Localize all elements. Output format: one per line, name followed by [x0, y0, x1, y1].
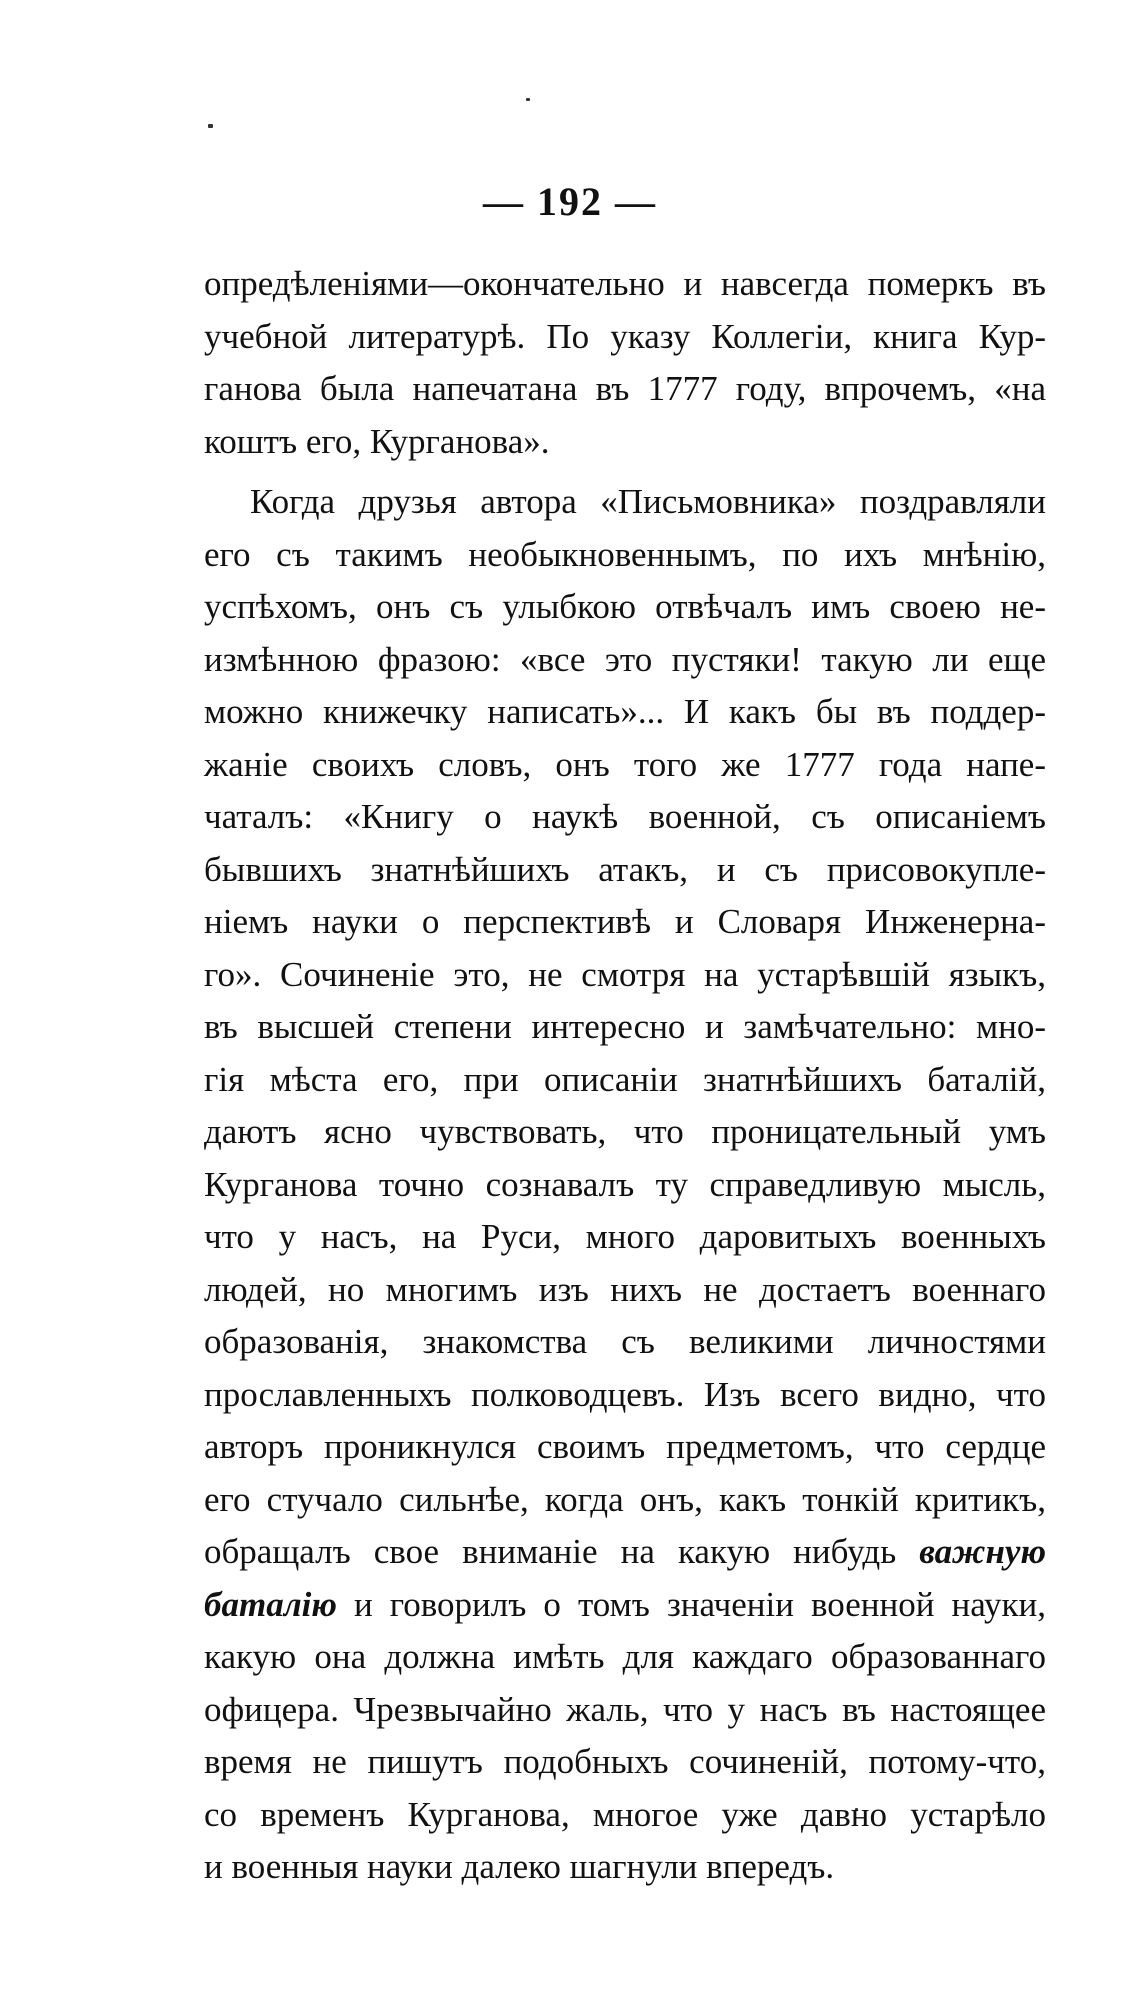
text-line-with-emphasis	[204, 1579, 1046, 1632]
text-line-with-emphasis	[204, 1526, 1046, 1579]
body-text	[204, 258, 1046, 1894]
text-line: какую она должна имѣть для каждаго образованнаго	[204, 1637, 1046, 1676]
text-line: чаталъ: «Книгу о наукѣ военной, съ описаніемъ	[204, 797, 1046, 836]
text-line: бывшихъ знатнѣйшихъ атакъ, и съ присовокупле-	[204, 849, 1046, 889]
text-line: опредѣленіями—окончательно и навсегда померкъ въ	[204, 264, 1046, 303]
print-speck	[526, 98, 530, 101]
text-line: авторъ проникнулся своимъ предметомъ, что сердце	[204, 1427, 1046, 1466]
emphasized-word: баталію	[204, 1584, 337, 1624]
text-line: ніемъ науки о перспективѣ и Словаря Инженерна-	[204, 902, 1046, 941]
text-line: время не пишутъ подобныхъ сочиненій, потому-что,	[204, 1742, 1046, 1781]
text-line: измѣнною фразою: «все это пустяки! такую ли еще	[204, 639, 1046, 679]
text-line: прославленныхъ полководцевъ. Изъ всего видно, что	[204, 1374, 1046, 1414]
text-line: что у насъ, на Руси, много даровитыхъ военныхъ	[204, 1217, 1046, 1256]
text-line: людей, но многимъ изъ нихъ не достаетъ военнаго	[204, 1269, 1046, 1309]
text-line: гія мѣста его, при описаніи знатнѣйшихъ баталій,	[204, 1059, 1046, 1099]
text-run: и говорилъ о томъ значеніи военной науки,	[354, 1584, 1046, 1624]
text-line: его стучало сильнѣе, когда онъ, какъ тонкій критикъ,	[204, 1479, 1046, 1519]
text-line: можно книжечку написать»... И какъ бы въ поддер-	[204, 692, 1046, 731]
text-line: офицера. Чрезвычайно жаль, что у насъ въ настоящее	[204, 1689, 1046, 1729]
text-run: обращалъ свое вниманіе на какую нибудь	[204, 1532, 897, 1571]
print-speck	[208, 124, 213, 128]
text-line: Курганова точно сознавалъ ту справедливую мысль,	[204, 1164, 1046, 1204]
text-line: со временъ Курганова, многое уже давно устарѣло	[204, 1794, 1046, 1834]
text-line: образованія, знакомства съ великими личностями	[204, 1322, 1046, 1361]
text-line: учебной литературѣ. По указу Коллегіи, книга Кур-	[204, 316, 1046, 356]
text-line: жаніе своихъ словъ, онъ того же 1777 года напе-	[204, 744, 1046, 784]
text-line: его съ такимъ необыкновеннымъ, по ихъ мнѣнію,	[204, 534, 1046, 574]
emphasized-word: важную	[919, 1532, 1047, 1571]
text-line: ганова была напечатана въ 1777 году, впрочемъ, «на	[204, 369, 1046, 408]
text-line: въ высшей степени интересно и замѣчательно: мно-	[204, 1007, 1046, 1046]
text-line: успѣхомъ, онъ съ улыбкою отвѣчалъ имъ своею не-	[204, 587, 1046, 626]
text-line: го». Сочиненіе это, не смотря на устарѣвшій языкъ,	[204, 954, 1046, 994]
paragraph-first-line: Когда друзья автора «Письмовника» поздравляли	[250, 482, 1046, 521]
text-line: и военныя науки далеко шагнули впередъ.	[204, 1847, 835, 1886]
text-line: даютъ ясно чувствовать, что проницательный умъ	[204, 1112, 1046, 1151]
text-line: коштъ его, Курганова».	[204, 421, 550, 461]
page-number: — 192 —	[483, 179, 657, 224]
